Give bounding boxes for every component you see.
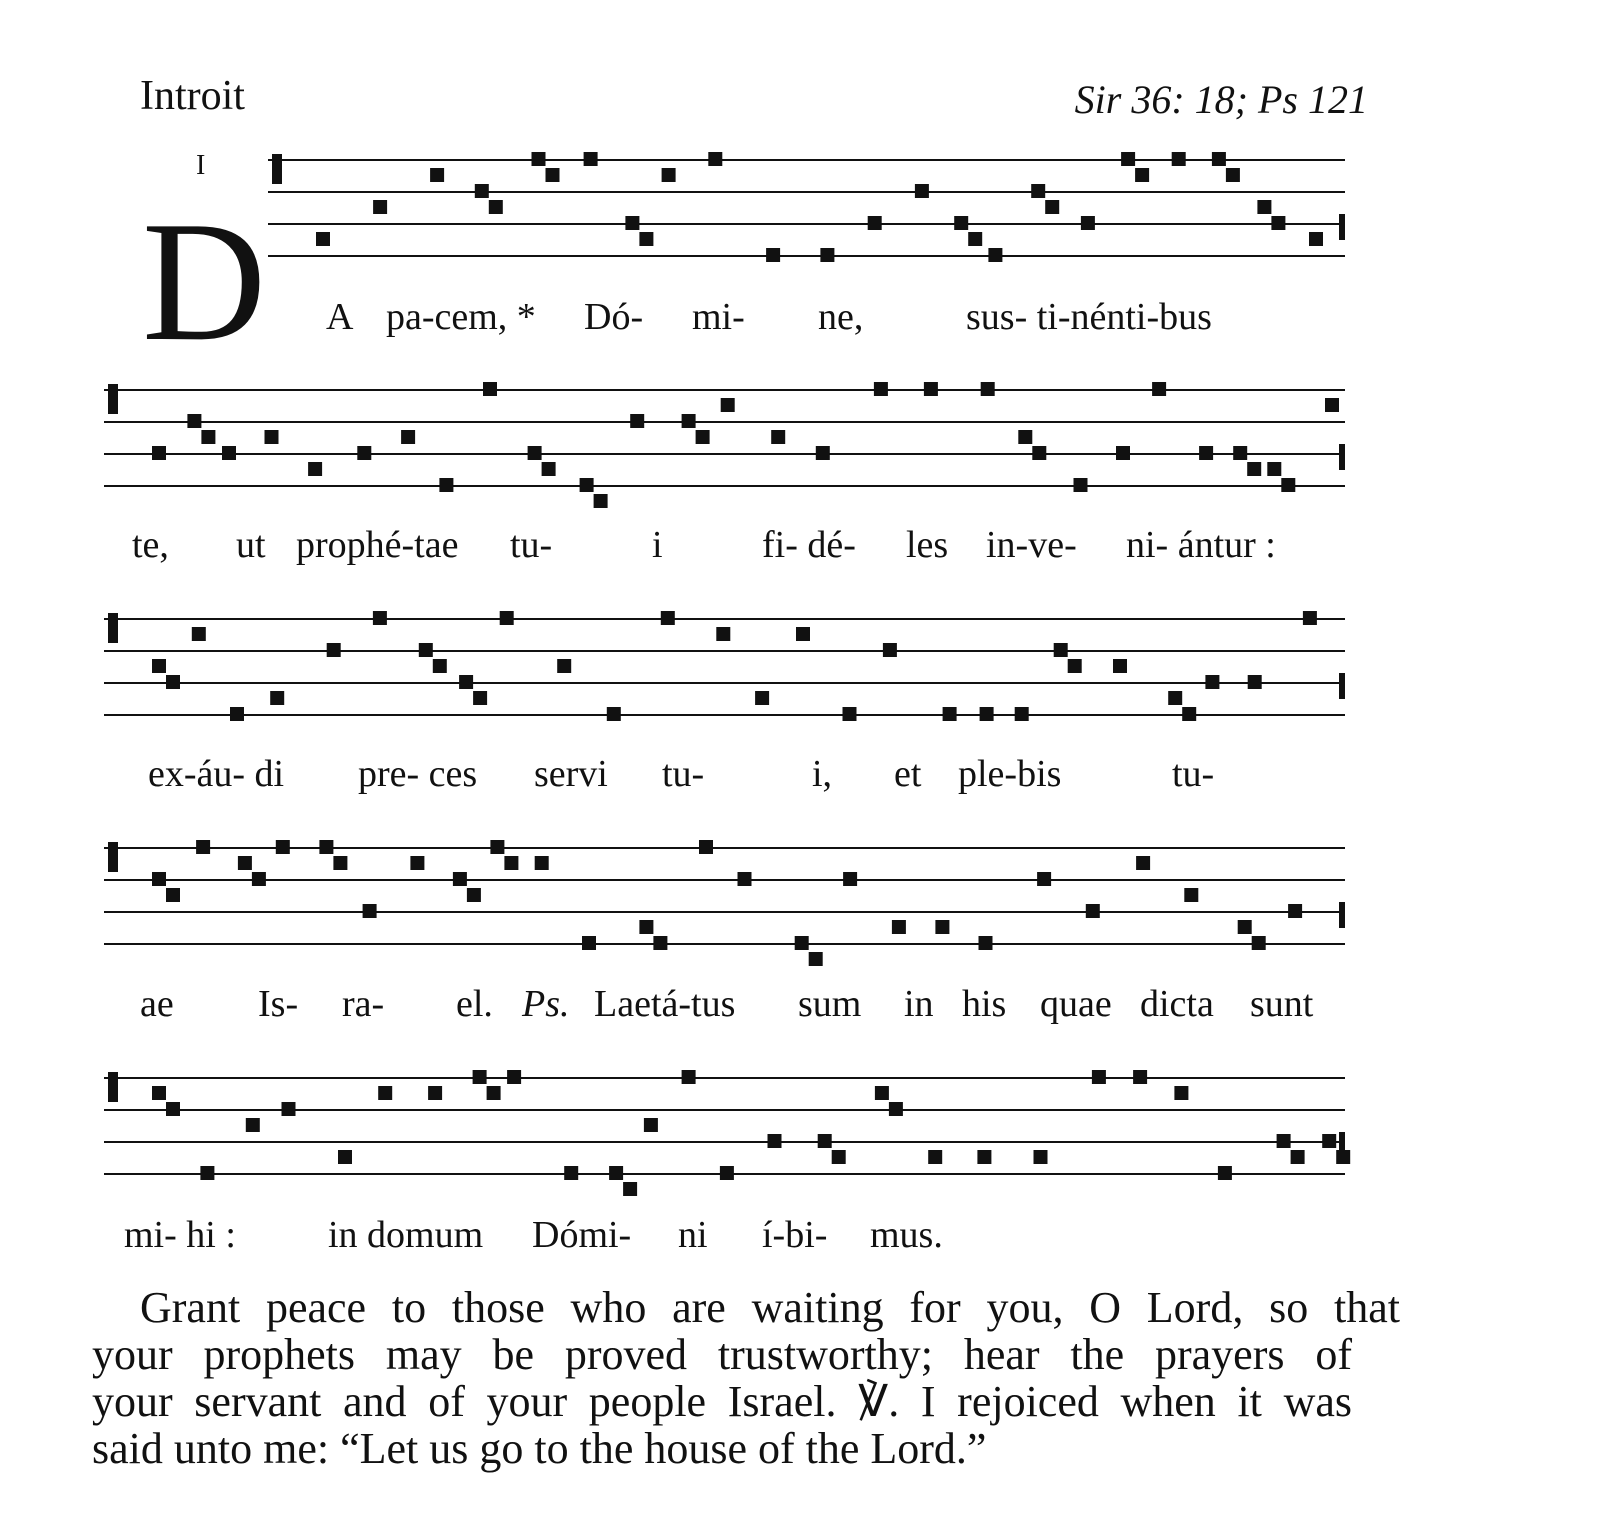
- neume-note: [430, 168, 444, 182]
- neume-note: [1182, 707, 1196, 721]
- neume-note: [875, 1086, 889, 1100]
- lyric-syllable: Is-: [258, 983, 299, 1025]
- neume-note: [594, 494, 608, 508]
- header-title: Introit: [140, 73, 245, 119]
- neume-note: [1281, 478, 1295, 492]
- neume-note: [419, 643, 433, 657]
- lyric-syllable: dicta: [1140, 983, 1214, 1025]
- custos-icon: [1339, 444, 1345, 470]
- neume-note: [192, 627, 206, 641]
- neume-note: [1015, 707, 1029, 721]
- neume-note: [1054, 643, 1068, 657]
- custos-icon: [1339, 902, 1345, 928]
- neume-note: [1074, 478, 1088, 492]
- neume-note: [988, 248, 1002, 262]
- neume-note: [1018, 430, 1032, 444]
- neume-note: [433, 659, 447, 673]
- neume-note: [542, 462, 556, 476]
- lyric-syllable: ae: [140, 983, 174, 1025]
- lyric-syllable: ne,: [818, 296, 864, 338]
- neume-note: [467, 888, 481, 902]
- neume-note: [166, 675, 180, 689]
- lyric-syllable: prophé-tae: [296, 524, 459, 566]
- lyric-syllable: A: [326, 296, 354, 338]
- mode-number: I: [196, 150, 206, 181]
- neume-note: [943, 707, 957, 721]
- neume-note: [1034, 1150, 1048, 1164]
- neume-note: [475, 184, 489, 198]
- neume-note: [327, 643, 341, 657]
- staff-system: [104, 1078, 1345, 1174]
- neume-note: [699, 840, 713, 854]
- neume-note: [1309, 232, 1323, 246]
- lyric-syllable: i: [652, 524, 663, 566]
- neume-note: [580, 478, 594, 492]
- lyric-syllable: mus.: [870, 1214, 943, 1256]
- neume-note: [768, 1134, 782, 1148]
- neume-note: [230, 707, 244, 721]
- lyric-syllable: in-ve-: [986, 524, 1077, 566]
- neume-note: [1032, 446, 1046, 460]
- lyric-syllable: mi- hi :: [124, 1214, 236, 1256]
- neume-note: [661, 611, 675, 625]
- translation-line: Grant peace to those who are waiting for you, O Lord, so that: [140, 1283, 1400, 1332]
- lyric-syllable: í-bi-: [762, 1214, 828, 1256]
- neume-note: [308, 462, 322, 476]
- neume-note: [557, 659, 571, 673]
- neume-note: [246, 1118, 260, 1132]
- staff-system: [104, 848, 1345, 944]
- lyric-syllable: in domum: [328, 1214, 484, 1256]
- lyric-syllable: les: [906, 524, 949, 566]
- neume-note: [954, 216, 968, 230]
- neume-note: [363, 904, 377, 918]
- neume-note: [373, 611, 387, 625]
- neume-note: [1135, 168, 1149, 182]
- neume-note: [1212, 152, 1226, 166]
- neume-note: [1152, 382, 1166, 396]
- lyric-syllable: sunt: [1250, 983, 1314, 1025]
- neume-note: [489, 200, 503, 214]
- neume-note: [532, 152, 546, 166]
- neume-note: [265, 430, 279, 444]
- neume-note: [319, 840, 333, 854]
- neume-note: [915, 184, 929, 198]
- translation-line: your prophets may be proved trustworthy; hear the prayers of: [92, 1330, 1352, 1379]
- neume-note: [1205, 675, 1219, 689]
- neume-note: [282, 1102, 296, 1116]
- neume-note: [889, 1102, 903, 1116]
- neume-note: [584, 152, 598, 166]
- neume-note: [357, 446, 371, 460]
- neume-note: [152, 446, 166, 460]
- neume-note: [535, 856, 549, 870]
- neume-note: [1257, 200, 1271, 214]
- neume-note: [630, 414, 644, 428]
- neume-note: [843, 707, 857, 721]
- lyric-syllable: mi-: [692, 296, 745, 338]
- neume-note: [166, 888, 180, 902]
- lyric-syllable: ra-: [342, 983, 385, 1025]
- neume-note: [564, 1166, 578, 1180]
- drop-initial: D: [142, 187, 267, 377]
- neume-note: [152, 872, 166, 886]
- neume-note: [1133, 1070, 1147, 1084]
- neume-note: [1168, 691, 1182, 705]
- lyric-syllable: Dómi-: [532, 1214, 632, 1256]
- translation-line: said unto me: “Let us go to the house of the Lord.”: [92, 1424, 987, 1473]
- neume-note: [832, 1150, 846, 1164]
- neume-note: [1031, 184, 1045, 198]
- neume-note: [696, 430, 710, 444]
- neume-note: [928, 1150, 942, 1164]
- neume-note: [968, 232, 982, 246]
- neume-note: [980, 707, 994, 721]
- neume-note: [874, 382, 888, 396]
- lyric-syllable: el.: [456, 983, 493, 1025]
- neume-note: [187, 414, 201, 428]
- neume-note: [487, 1086, 501, 1100]
- neume-note: [1121, 152, 1135, 166]
- psalm-marker-text: Ps.: [522, 983, 570, 1025]
- neume-note: [1086, 904, 1100, 918]
- neume-note: [1303, 611, 1317, 625]
- neume-note: [883, 643, 897, 657]
- custos-icon: [1339, 1132, 1345, 1158]
- c-clef-icon: [108, 613, 118, 643]
- neume-note: [682, 1070, 696, 1084]
- neume-note: [796, 627, 810, 641]
- neume-note: [1271, 216, 1285, 230]
- lyric-syllable: sum: [798, 983, 862, 1025]
- neume-note: [607, 707, 621, 721]
- neume-note: [276, 840, 290, 854]
- neume-note: [1199, 446, 1213, 460]
- neume-note: [639, 232, 653, 246]
- neume-note: [979, 936, 993, 950]
- neume-note: [843, 872, 857, 886]
- neume-note: [473, 691, 487, 705]
- neume-note: [1325, 398, 1339, 412]
- neume-note: [428, 1086, 442, 1100]
- neume-note: [1116, 446, 1130, 460]
- neume-note: [528, 446, 542, 460]
- lyric-syllable: quae: [1040, 983, 1112, 1025]
- neume-note: [316, 232, 330, 246]
- lyric-syllable: tu-: [510, 524, 553, 566]
- neume-note: [1233, 446, 1247, 460]
- neume-note: [1252, 936, 1266, 950]
- neume-note: [644, 1118, 658, 1132]
- neume-note: [755, 691, 769, 705]
- c-clef-icon: [272, 154, 282, 184]
- neume-note: [1172, 152, 1186, 166]
- neume-note: [201, 430, 215, 444]
- neume-note: [924, 382, 938, 396]
- neume-note: [868, 216, 882, 230]
- lyric-syllable: ple-bis: [958, 753, 1062, 795]
- neume-note: [1226, 168, 1240, 182]
- neume-note: [1267, 462, 1281, 476]
- neume-note: [338, 1150, 352, 1164]
- neume-note: [200, 1166, 214, 1180]
- lyric-syllable: ex-áu- di: [148, 753, 285, 795]
- neume-note: [401, 430, 415, 444]
- neume-note: [152, 1086, 166, 1100]
- neume-note: [1184, 888, 1198, 902]
- staff-system: [268, 160, 1345, 256]
- neume-note: [1113, 659, 1127, 673]
- neume-note: [1037, 872, 1051, 886]
- neume-note: [490, 840, 504, 854]
- neume-note: [483, 382, 497, 396]
- neume-note: [820, 248, 834, 262]
- neume-note: [935, 920, 949, 934]
- neume-note: [1174, 1086, 1188, 1100]
- neume-note: [252, 872, 266, 886]
- neume-note: [738, 872, 752, 886]
- neume-note: [504, 856, 518, 870]
- neume-note: [1277, 1134, 1291, 1148]
- neume-note: [222, 446, 236, 460]
- scripture-reference: Sir 36: 18; Ps 121: [1074, 77, 1368, 122]
- neume-note: [1092, 1070, 1106, 1084]
- neume-note: [439, 478, 453, 492]
- c-clef-icon: [108, 384, 118, 414]
- neume-note: [662, 168, 676, 182]
- lyric-syllable: ut: [236, 524, 266, 566]
- neume-note: [1068, 659, 1082, 673]
- lyric-syllable: tu-: [662, 753, 705, 795]
- neume-note: [682, 414, 696, 428]
- lyric-syllable: et: [894, 753, 922, 795]
- translation-line: your servant and of your people Israel. ℣. I rejoiced when it was: [92, 1377, 1352, 1426]
- neume-note: [771, 430, 785, 444]
- neume-note: [546, 168, 560, 182]
- custos-icon: [1339, 673, 1345, 699]
- neume-note: [459, 675, 473, 689]
- english-translation: [92, 1283, 1400, 1473]
- neume-note: [1288, 904, 1302, 918]
- neume-note: [1045, 200, 1059, 214]
- neume-note: [981, 382, 995, 396]
- lyric-syllable: i,: [812, 753, 833, 795]
- lyric-syllable: tu-: [1172, 753, 1215, 795]
- c-clef-icon: [108, 1072, 118, 1102]
- neume-note: [623, 1182, 637, 1196]
- lyric-syllable: in: [904, 983, 934, 1025]
- neume-note: [1081, 216, 1095, 230]
- neume-note: [1322, 1134, 1336, 1148]
- neume-note: [1218, 1166, 1232, 1180]
- neume-note: [716, 627, 730, 641]
- neume-note: [378, 1086, 392, 1100]
- neume-note: [507, 1070, 521, 1084]
- lyric-syllable: ni: [678, 1214, 708, 1256]
- lyric-syllable: fi- dé-: [762, 524, 856, 566]
- neume-note: [639, 920, 653, 934]
- neume-note: [1291, 1150, 1305, 1164]
- lyric-syllable: Laetá-tus: [594, 983, 736, 1025]
- lyric-syllable: sus- ti-nénti-bus: [966, 296, 1212, 338]
- neume-note: [1238, 920, 1252, 934]
- neume-note: [720, 1166, 734, 1180]
- neume-note: [708, 152, 722, 166]
- neume-note: [582, 936, 596, 950]
- neume-note: [410, 856, 424, 870]
- neume-note: [473, 1070, 487, 1084]
- neume-note: [1248, 675, 1262, 689]
- neume-note: [238, 856, 252, 870]
- lyric-syllable: pre- ces: [358, 753, 478, 795]
- neume-note: [166, 1102, 180, 1116]
- neume-note: [977, 1150, 991, 1164]
- neume-note: [152, 659, 166, 673]
- neume-note: [609, 1166, 623, 1180]
- neume-note: [795, 936, 809, 950]
- neume-note: [333, 856, 347, 870]
- neume-note: [766, 248, 780, 262]
- neume-note: [270, 691, 284, 705]
- neume-note: [816, 446, 830, 460]
- neume-note: [625, 216, 639, 230]
- lyric-syllable: servi: [534, 753, 608, 795]
- neume-note: [500, 611, 514, 625]
- lyric-syllable: te,: [132, 524, 169, 566]
- neume-note: [818, 1134, 832, 1148]
- neume-note: [373, 200, 387, 214]
- custos-icon: [1339, 214, 1345, 240]
- psalm-marker: [522, 985, 570, 1023]
- lyric-syllable: Dó-: [584, 296, 644, 338]
- neume-note: [653, 936, 667, 950]
- neume-note: [892, 920, 906, 934]
- neume-note: [721, 398, 735, 412]
- lyric-syllable: his: [962, 983, 1007, 1025]
- lyric-syllable: pa-cem, *: [386, 296, 536, 338]
- neume-note: [1247, 462, 1261, 476]
- neume-note: [196, 840, 210, 854]
- neume-note: [809, 952, 823, 966]
- neume-note: [453, 872, 467, 886]
- c-clef-icon: [108, 842, 118, 872]
- neume-note: [1136, 856, 1150, 870]
- lyric-syllable: ni- ántur :: [1126, 524, 1276, 566]
